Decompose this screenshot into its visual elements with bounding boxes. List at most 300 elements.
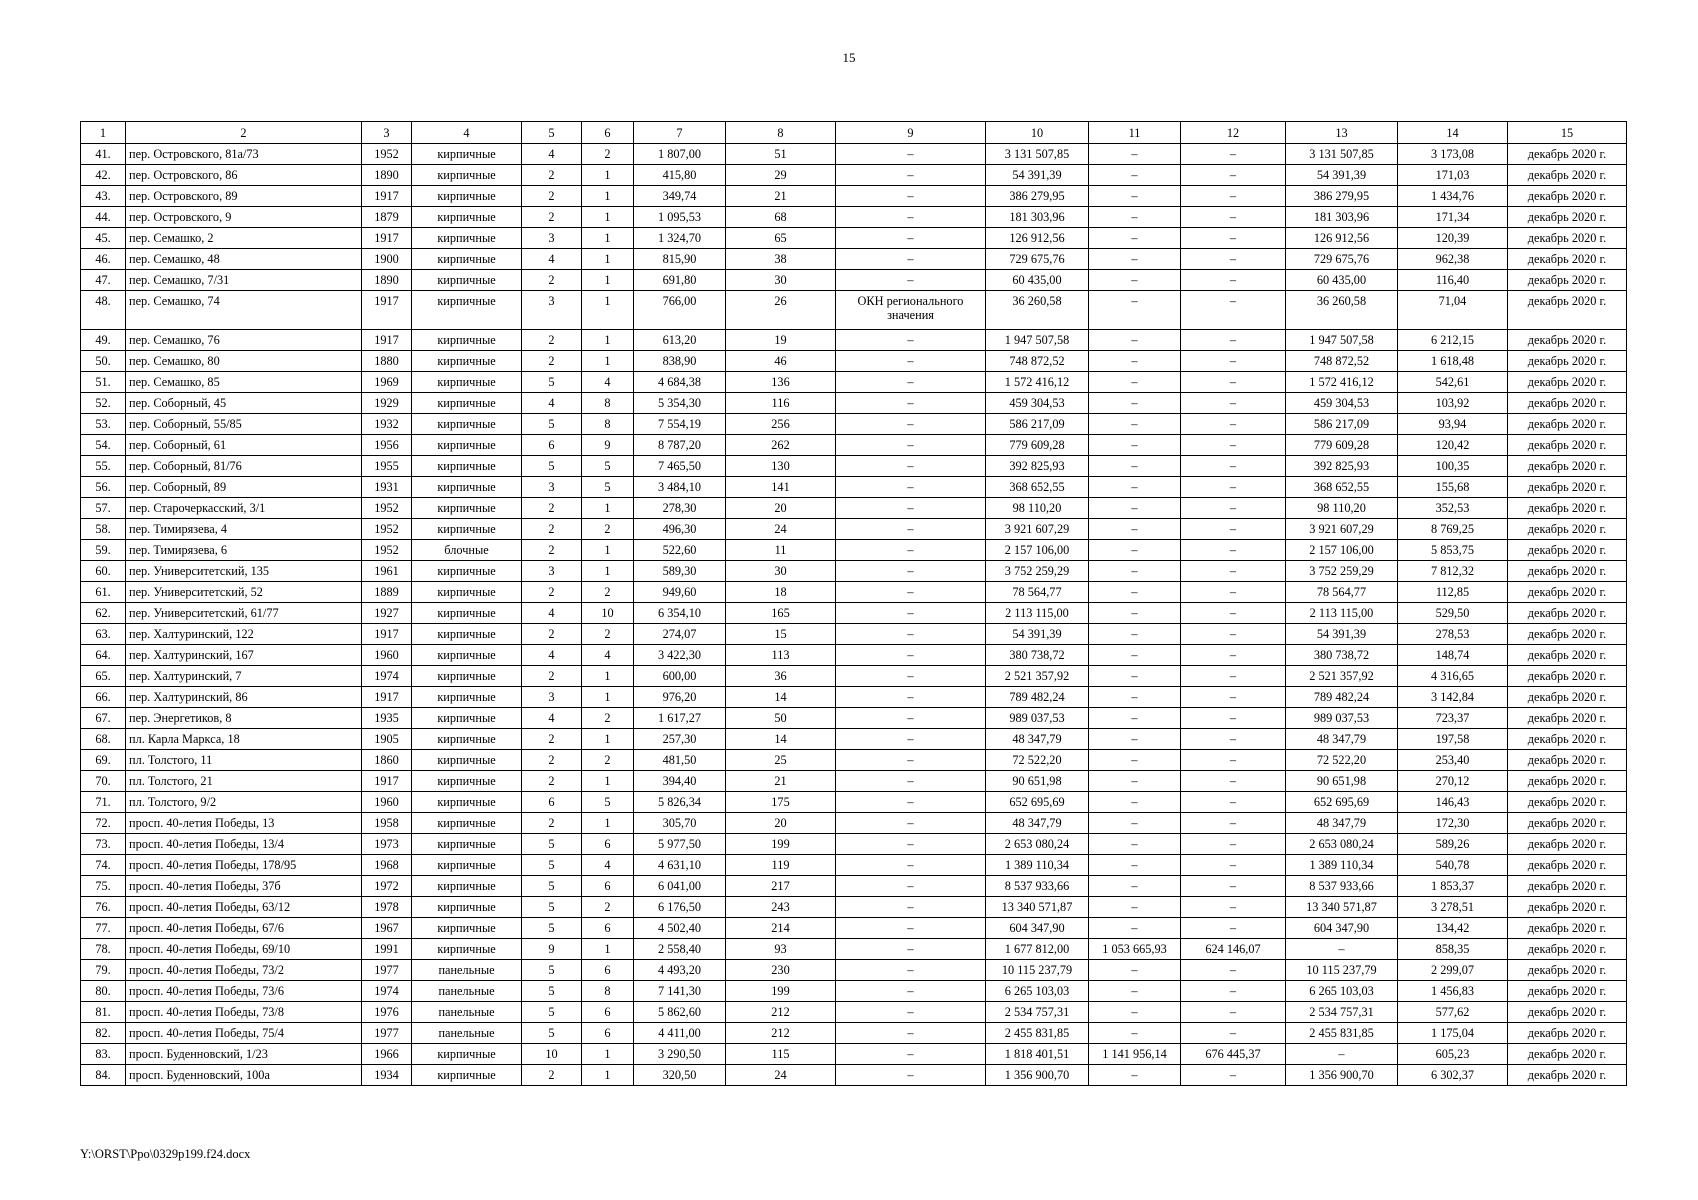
cell-entrances: 5: [582, 456, 634, 477]
table-row: [81, 981, 1627, 1002]
cell-area: 838,90: [634, 351, 726, 372]
cell-unit-cost: 7 812,32: [1398, 561, 1508, 582]
cell-wall-material: кирпичные: [412, 708, 522, 729]
cell-cost-col-13: 604 347,90: [1286, 918, 1398, 939]
cell-cost-col-13: 1 947 507,58: [1286, 330, 1398, 351]
cell-area: 5 826,34: [634, 792, 726, 813]
cell-unit-cost: 1 434,76: [1398, 186, 1508, 207]
cell-address: пер. Соборный, 81/76: [126, 456, 362, 477]
cell-row-number: 59.: [81, 540, 126, 561]
cell-total-cost: 789 482,24: [986, 687, 1089, 708]
cell-row-number: 61.: [81, 582, 126, 603]
cell-residents: 30: [726, 561, 836, 582]
cell-cost-col-11: –: [1089, 834, 1181, 855]
cell-total-cost: 48 347,79: [986, 813, 1089, 834]
table-row: [81, 666, 1627, 687]
cell-residents: 68: [726, 207, 836, 228]
cell-entrances: 2: [582, 144, 634, 165]
table-row: [81, 792, 1627, 813]
cell-cost-col-11: –: [1089, 228, 1181, 249]
cell-heritage-status: –: [836, 498, 986, 519]
cell-cost-col-12: –: [1181, 981, 1286, 1002]
cell-heritage-status: –: [836, 666, 986, 687]
cell-row-number: 72.: [81, 813, 126, 834]
cell-cost-col-13: 2 455 831,85: [1286, 1023, 1398, 1044]
cell-unit-cost: 112,85: [1398, 582, 1508, 603]
cell-entrances: 1: [582, 270, 634, 291]
table-row: [81, 270, 1627, 291]
buildings-table: [80, 121, 1627, 1086]
cell-heritage-status: –: [836, 981, 986, 1002]
cell-floors: 5: [522, 897, 582, 918]
cell-cost-col-12: –: [1181, 228, 1286, 249]
cell-total-cost: 3 921 607,29: [986, 519, 1089, 540]
cell-heritage-status: –: [836, 435, 986, 456]
cell-heritage-status: –: [836, 249, 986, 270]
cell-wall-material: кирпичные: [412, 207, 522, 228]
cell-cost-col-13: 2 113 115,00: [1286, 603, 1398, 624]
cell-cost-col-13: 181 303,96: [1286, 207, 1398, 228]
cell-wall-material: кирпичные: [412, 603, 522, 624]
table-row: [81, 1065, 1627, 1086]
cell-unit-cost: 146,43: [1398, 792, 1508, 813]
cell-area: 7 554,19: [634, 414, 726, 435]
cell-area: 1 095,53: [634, 207, 726, 228]
cell-address: просп. 40-летия Победы, 73/6: [126, 981, 362, 1002]
cell-total-cost: 78 564,77: [986, 582, 1089, 603]
cell-heritage-status: –: [836, 1002, 986, 1023]
header-cell-cost-col-13: 13: [1286, 122, 1398, 144]
cell-unit-cost: 253,40: [1398, 750, 1508, 771]
cell-cost-col-12: –: [1181, 540, 1286, 561]
cell-cost-col-13: 78 564,77: [1286, 582, 1398, 603]
cell-entrances: 1: [582, 498, 634, 519]
cell-deadline: декабрь 2020 г.: [1508, 582, 1627, 603]
cell-wall-material: кирпичные: [412, 165, 522, 186]
cell-cost-col-12: –: [1181, 561, 1286, 582]
cell-cost-col-13: 10 115 237,79: [1286, 960, 1398, 981]
cell-deadline: декабрь 2020 г.: [1508, 792, 1627, 813]
cell-year-built: 1880: [362, 351, 412, 372]
cell-wall-material: кирпичные: [412, 750, 522, 771]
cell-deadline: декабрь 2020 г.: [1508, 330, 1627, 351]
cell-floors: 5: [522, 1002, 582, 1023]
cell-wall-material: блочные: [412, 540, 522, 561]
cell-deadline: декабрь 2020 г.: [1508, 456, 1627, 477]
cell-deadline: декабрь 2020 г.: [1508, 624, 1627, 645]
cell-unit-cost: 542,61: [1398, 372, 1508, 393]
cell-area: 4 493,20: [634, 960, 726, 981]
cell-address: пер. Университетский, 61/77: [126, 603, 362, 624]
cell-residents: 199: [726, 834, 836, 855]
cell-address: пер. Университетский, 135: [126, 561, 362, 582]
cell-year-built: 1977: [362, 1023, 412, 1044]
cell-address: пл. Толстого, 21: [126, 771, 362, 792]
cell-area: 6 041,00: [634, 876, 726, 897]
cell-cost-col-11: –: [1089, 729, 1181, 750]
cell-cost-col-11: –: [1089, 540, 1181, 561]
cell-cost-col-13: 368 652,55: [1286, 477, 1398, 498]
cell-heritage-status: –: [836, 330, 986, 351]
cell-year-built: 1952: [362, 498, 412, 519]
cell-address: просп. Буденновский, 1/23: [126, 1044, 362, 1065]
cell-residents: 212: [726, 1023, 836, 1044]
cell-row-number: 55.: [81, 456, 126, 477]
cell-wall-material: кирпичные: [412, 792, 522, 813]
cell-unit-cost: 103,92: [1398, 393, 1508, 414]
cell-cost-col-13: 586 217,09: [1286, 414, 1398, 435]
cell-residents: 20: [726, 498, 836, 519]
cell-cost-col-12: –: [1181, 603, 1286, 624]
cell-residents: 36: [726, 666, 836, 687]
cell-row-number: 67.: [81, 708, 126, 729]
cell-residents: 51: [726, 144, 836, 165]
cell-wall-material: кирпичные: [412, 918, 522, 939]
cell-year-built: 1969: [362, 372, 412, 393]
cell-area: 7 465,50: [634, 456, 726, 477]
cell-total-cost: 2 653 080,24: [986, 834, 1089, 855]
cell-unit-cost: 171,34: [1398, 207, 1508, 228]
cell-wall-material: кирпичные: [412, 414, 522, 435]
table-row: [81, 960, 1627, 981]
cell-total-cost: 729 675,76: [986, 249, 1089, 270]
cell-total-cost: 54 391,39: [986, 624, 1089, 645]
cell-heritage-status: –: [836, 1065, 986, 1086]
table-row: [81, 939, 1627, 960]
cell-entrances: 1: [582, 666, 634, 687]
cell-residents: 25: [726, 750, 836, 771]
cell-total-cost: 748 872,52: [986, 351, 1089, 372]
cell-year-built: 1966: [362, 1044, 412, 1065]
header-cell-address: 2: [126, 122, 362, 144]
cell-cost-col-11: –: [1089, 498, 1181, 519]
cell-residents: 19: [726, 330, 836, 351]
cell-wall-material: кирпичные: [412, 729, 522, 750]
cell-deadline: декабрь 2020 г.: [1508, 855, 1627, 876]
cell-entrances: 1: [582, 939, 634, 960]
cell-floors: 2: [522, 540, 582, 561]
cell-heritage-status: –: [836, 897, 986, 918]
cell-deadline: декабрь 2020 г.: [1508, 771, 1627, 792]
cell-cost-col-11: –: [1089, 771, 1181, 792]
cell-cost-col-12: –: [1181, 351, 1286, 372]
cell-wall-material: кирпичные: [412, 330, 522, 351]
cell-cost-col-13: 729 675,76: [1286, 249, 1398, 270]
cell-total-cost: 392 825,93: [986, 456, 1089, 477]
cell-cost-col-12: –: [1181, 372, 1286, 393]
cell-deadline: декабрь 2020 г.: [1508, 834, 1627, 855]
cell-unit-cost: 3 142,84: [1398, 687, 1508, 708]
cell-deadline: декабрь 2020 г.: [1508, 813, 1627, 834]
cell-cost-col-13: 1 389 110,34: [1286, 855, 1398, 876]
cell-total-cost: 652 695,69: [986, 792, 1089, 813]
cell-area: 815,90: [634, 249, 726, 270]
table-row: [81, 393, 1627, 414]
cell-area: 766,00: [634, 291, 726, 330]
cell-cost-col-11: –: [1089, 186, 1181, 207]
cell-entrances: 1: [582, 1044, 634, 1065]
table-row: [81, 855, 1627, 876]
cell-cost-col-13: 2 521 357,92: [1286, 666, 1398, 687]
cell-residents: 14: [726, 687, 836, 708]
cell-row-number: 60.: [81, 561, 126, 582]
cell-floors: 10: [522, 1044, 582, 1065]
cell-deadline: декабрь 2020 г.: [1508, 228, 1627, 249]
cell-cost-col-11: –: [1089, 750, 1181, 771]
cell-cost-col-13: 6 265 103,03: [1286, 981, 1398, 1002]
cell-cost-col-12: –: [1181, 186, 1286, 207]
cell-area: 5 354,30: [634, 393, 726, 414]
cell-area: 394,40: [634, 771, 726, 792]
cell-cost-col-12: –: [1181, 876, 1286, 897]
table-row: [81, 228, 1627, 249]
cell-cost-col-13: 3 131 507,85: [1286, 144, 1398, 165]
cell-cost-col-12: –: [1181, 960, 1286, 981]
cell-unit-cost: 3 173,08: [1398, 144, 1508, 165]
cell-residents: 175: [726, 792, 836, 813]
cell-cost-col-13: 1 356 900,70: [1286, 1065, 1398, 1086]
cell-area: 6 354,10: [634, 603, 726, 624]
cell-residents: 24: [726, 1065, 836, 1086]
cell-address: пер. Тимирязева, 6: [126, 540, 362, 561]
cell-cost-col-12: –: [1181, 144, 1286, 165]
table-row: [81, 207, 1627, 228]
cell-deadline: декабрь 2020 г.: [1508, 666, 1627, 687]
cell-unit-cost: 148,74: [1398, 645, 1508, 666]
cell-cost-col-12: 624 146,07: [1181, 939, 1286, 960]
cell-cost-col-11: –: [1089, 249, 1181, 270]
cell-cost-col-11: –: [1089, 897, 1181, 918]
cell-year-built: 1960: [362, 792, 412, 813]
cell-cost-col-13: 54 391,39: [1286, 624, 1398, 645]
cell-entrances: 4: [582, 645, 634, 666]
header-cell-cost-col-12: 12: [1181, 122, 1286, 144]
cell-total-cost: 3 752 259,29: [986, 561, 1089, 582]
cell-year-built: 1972: [362, 876, 412, 897]
cell-cost-col-12: –: [1181, 729, 1286, 750]
cell-wall-material: кирпичные: [412, 435, 522, 456]
cell-year-built: 1927: [362, 603, 412, 624]
cell-area: 522,60: [634, 540, 726, 561]
table-row: [81, 687, 1627, 708]
cell-heritage-status: –: [836, 228, 986, 249]
cell-total-cost: 3 131 507,85: [986, 144, 1089, 165]
cell-heritage-status: –: [836, 939, 986, 960]
cell-entrances: 6: [582, 918, 634, 939]
cell-cost-col-13: 989 037,53: [1286, 708, 1398, 729]
table-row: [81, 729, 1627, 750]
cell-area: 4 411,00: [634, 1023, 726, 1044]
cell-unit-cost: 589,26: [1398, 834, 1508, 855]
cell-residents: 116: [726, 393, 836, 414]
cell-row-number: 43.: [81, 186, 126, 207]
cell-deadline: декабрь 2020 г.: [1508, 939, 1627, 960]
table-row: [81, 1044, 1627, 1065]
cell-total-cost: 2 534 757,31: [986, 1002, 1089, 1023]
cell-heritage-status: –: [836, 393, 986, 414]
cell-year-built: 1900: [362, 249, 412, 270]
cell-total-cost: 98 110,20: [986, 498, 1089, 519]
cell-year-built: 1952: [362, 540, 412, 561]
cell-heritage-status: –: [836, 1023, 986, 1044]
cell-row-number: 74.: [81, 855, 126, 876]
cell-row-number: 52.: [81, 393, 126, 414]
cell-year-built: 1958: [362, 813, 412, 834]
cell-total-cost: 13 340 571,87: [986, 897, 1089, 918]
cell-deadline: декабрь 2020 г.: [1508, 270, 1627, 291]
cell-cost-col-13: 48 347,79: [1286, 813, 1398, 834]
cell-deadline: декабрь 2020 г.: [1508, 498, 1627, 519]
cell-unit-cost: 858,35: [1398, 939, 1508, 960]
cell-entrances: 6: [582, 1002, 634, 1023]
cell-cost-col-13: 392 825,93: [1286, 456, 1398, 477]
cell-unit-cost: 529,50: [1398, 603, 1508, 624]
cell-row-number: 76.: [81, 897, 126, 918]
cell-address: просп. Буденновский, 100а: [126, 1065, 362, 1086]
cell-area: 305,70: [634, 813, 726, 834]
cell-floors: 5: [522, 372, 582, 393]
cell-heritage-status: –: [836, 687, 986, 708]
cell-address: просп. 40-летия Победы, 67/6: [126, 918, 362, 939]
cell-area: 5 862,60: [634, 1002, 726, 1023]
cell-deadline: декабрь 2020 г.: [1508, 1065, 1627, 1086]
cell-deadline: декабрь 2020 г.: [1508, 1002, 1627, 1023]
cell-entrances: 2: [582, 897, 634, 918]
cell-total-cost: 10 115 237,79: [986, 960, 1089, 981]
cell-wall-material: кирпичные: [412, 144, 522, 165]
cell-cost-col-12: –: [1181, 855, 1286, 876]
cell-cost-col-12: –: [1181, 582, 1286, 603]
header-cell-deadline: 15: [1508, 122, 1627, 144]
cell-year-built: 1974: [362, 666, 412, 687]
cell-cost-col-13: 8 537 933,66: [1286, 876, 1398, 897]
cell-year-built: 1952: [362, 519, 412, 540]
cell-wall-material: кирпичные: [412, 270, 522, 291]
cell-entrances: 1: [582, 291, 634, 330]
cell-unit-cost: 120,42: [1398, 435, 1508, 456]
cell-cost-col-12: –: [1181, 897, 1286, 918]
cell-row-number: 51.: [81, 372, 126, 393]
cell-year-built: 1991: [362, 939, 412, 960]
cell-heritage-status: –: [836, 771, 986, 792]
cell-wall-material: кирпичные: [412, 624, 522, 645]
cell-wall-material: кирпичные: [412, 498, 522, 519]
cell-cost-col-13: 13 340 571,87: [1286, 897, 1398, 918]
cell-residents: 11: [726, 540, 836, 561]
cell-address: пер. Семашко, 85: [126, 372, 362, 393]
cell-cost-col-12: –: [1181, 750, 1286, 771]
cell-cost-col-12: –: [1181, 666, 1286, 687]
cell-cost-col-13: 2 653 080,24: [1286, 834, 1398, 855]
cell-area: 1 617,27: [634, 708, 726, 729]
header-cell-wall-material: 4: [412, 122, 522, 144]
cell-cost-col-12: –: [1181, 393, 1286, 414]
cell-total-cost: 54 391,39: [986, 165, 1089, 186]
cell-residents: 243: [726, 897, 836, 918]
cell-heritage-status: –: [836, 750, 986, 771]
cell-unit-cost: 197,58: [1398, 729, 1508, 750]
cell-year-built: 1917: [362, 687, 412, 708]
cell-cost-col-13: 54 391,39: [1286, 165, 1398, 186]
cell-cost-col-11: –: [1089, 624, 1181, 645]
cell-year-built: 1977: [362, 960, 412, 981]
cell-total-cost: 368 652,55: [986, 477, 1089, 498]
cell-area: 3 422,30: [634, 645, 726, 666]
cell-wall-material: кирпичные: [412, 771, 522, 792]
cell-total-cost: 2 455 831,85: [986, 1023, 1089, 1044]
cell-row-number: 45.: [81, 228, 126, 249]
cell-area: 2 558,40: [634, 939, 726, 960]
cell-address: пер. Халтуринский, 86: [126, 687, 362, 708]
cell-entrances: 4: [582, 372, 634, 393]
cell-entrances: 2: [582, 519, 634, 540]
cell-address: просп. 40-летия Победы, 13/4: [126, 834, 362, 855]
cell-year-built: 1917: [362, 228, 412, 249]
cell-wall-material: кирпичные: [412, 834, 522, 855]
cell-row-number: 77.: [81, 918, 126, 939]
cell-deadline: декабрь 2020 г.: [1508, 750, 1627, 771]
cell-deadline: декабрь 2020 г.: [1508, 645, 1627, 666]
cell-area: 4 631,10: [634, 855, 726, 876]
cell-area: 1 807,00: [634, 144, 726, 165]
cell-unit-cost: 71,04: [1398, 291, 1508, 330]
table-row: [81, 249, 1627, 270]
cell-floors: 4: [522, 249, 582, 270]
table-row: [81, 561, 1627, 582]
cell-row-number: 71.: [81, 792, 126, 813]
cell-cost-col-11: –: [1089, 393, 1181, 414]
cell-row-number: 44.: [81, 207, 126, 228]
cell-address: пл. Толстого, 9/2: [126, 792, 362, 813]
cell-entrances: 6: [582, 1023, 634, 1044]
cell-entrances: 1: [582, 729, 634, 750]
cell-heritage-status: –: [836, 834, 986, 855]
cell-area: 4 684,38: [634, 372, 726, 393]
cell-cost-col-12: –: [1181, 291, 1286, 330]
table-row: [81, 876, 1627, 897]
cell-cost-col-11: –: [1089, 330, 1181, 351]
cell-heritage-status: –: [836, 561, 986, 582]
cell-cost-col-11: –: [1089, 645, 1181, 666]
cell-floors: 5: [522, 855, 582, 876]
cell-cost-col-11: –: [1089, 435, 1181, 456]
cell-entrances: 1: [582, 207, 634, 228]
cell-area: 949,60: [634, 582, 726, 603]
cell-year-built: 1889: [362, 582, 412, 603]
cell-address: пл. Толстого, 11: [126, 750, 362, 771]
cell-deadline: декабрь 2020 г.: [1508, 351, 1627, 372]
cell-deadline: декабрь 2020 г.: [1508, 981, 1627, 1002]
cell-cost-col-13: 2 534 757,31: [1286, 1002, 1398, 1023]
cell-heritage-status: –: [836, 855, 986, 876]
cell-total-cost: 380 738,72: [986, 645, 1089, 666]
cell-cost-col-12: –: [1181, 708, 1286, 729]
cell-address: пер. Халтуринский, 7: [126, 666, 362, 687]
cell-cost-col-11: –: [1089, 960, 1181, 981]
cell-year-built: 1973: [362, 834, 412, 855]
cell-unit-cost: 116,40: [1398, 270, 1508, 291]
cell-total-cost: 181 303,96: [986, 207, 1089, 228]
cell-total-cost: 1 947 507,58: [986, 330, 1089, 351]
cell-year-built: 1978: [362, 897, 412, 918]
cell-area: 589,30: [634, 561, 726, 582]
table-row: [81, 1002, 1627, 1023]
cell-deadline: декабрь 2020 г.: [1508, 1023, 1627, 1044]
cell-address: просп. 40-летия Победы, 75/4: [126, 1023, 362, 1044]
cell-wall-material: кирпичные: [412, 351, 522, 372]
cell-row-number: 80.: [81, 981, 126, 1002]
cell-area: 613,20: [634, 330, 726, 351]
